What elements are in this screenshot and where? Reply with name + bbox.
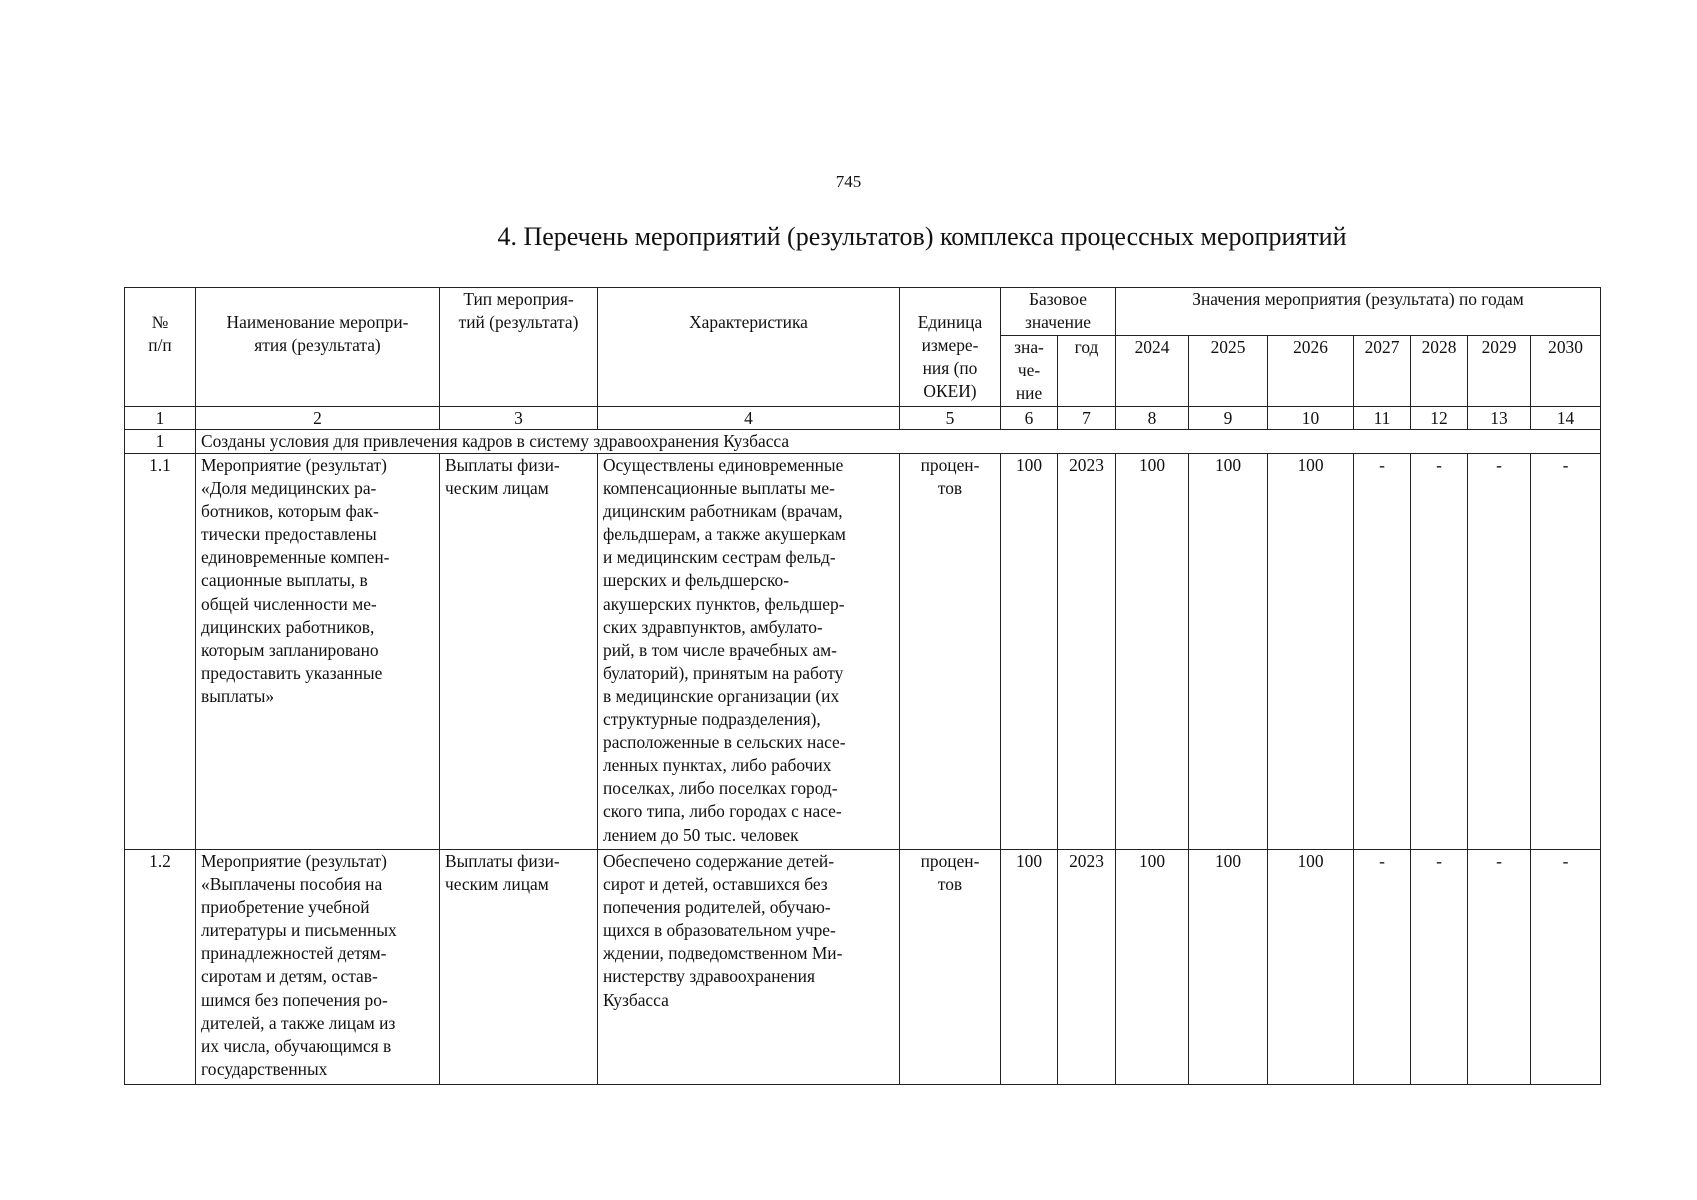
section-row	[125, 430, 1601, 454]
header-unit: Единица измере- ния (по ОКЕИ)	[900, 288, 1001, 407]
row-base-year: 2023	[1058, 850, 1116, 1085]
column-index: 12	[1411, 407, 1468, 430]
column-index-row	[125, 407, 1601, 430]
row-characteristic: Осуществлены единовременные компенсационные выплаты ме- дицинским работникам (врачам, фельдшерам, а также акушеркам и медицинским сестрам фельд- шерских и фельдшерско- акушерских пунктов, фельдшер- ских здравпунктов, амбулато- рий, в том числе врачебных ам- булаторий), принятым на работу в медицинские организации (их структурные подразделения), расположенные в сельских насе- ленных пунктах, либо рабочих поселках, либо поселках город- ского типа, либо городах с насе- лением до 50 тыс. человек	[598, 454, 900, 850]
header-year-2028: 2028	[1411, 336, 1468, 407]
row-base-value: 100	[1001, 850, 1058, 1085]
header-row-top	[125, 288, 1601, 336]
measures-table	[124, 287, 1601, 1085]
column-index: 6	[1001, 407, 1058, 430]
column-index: 4	[598, 407, 900, 430]
header-year-2030: 2030	[1531, 336, 1601, 407]
column-index: 7	[1058, 407, 1116, 430]
header-years-group: Значения мероприятия (результата) по годам	[1116, 288, 1601, 336]
header-base-value: зна- че- ние	[1001, 336, 1058, 407]
document-title: 4. Перечень мероприятий (результатов) комплекса процессных мероприятий	[497, 222, 1347, 251]
header-characteristic: Характеристика	[598, 288, 900, 407]
header-no: № п/п	[125, 288, 196, 407]
table-row	[125, 454, 1601, 850]
row-value-2025: 100	[1189, 454, 1268, 850]
section-number: 1	[125, 430, 196, 454]
row-name: Мероприятие (результат) «Доля медицинских ра- ботников, которым фак- тически предоставлены единовременные компен- сационные выплаты, в общей численности ме- дицинских работников, которым запланировано предоставить указанные выплаты»	[196, 454, 440, 850]
column-index: 5	[900, 407, 1001, 430]
column-index: 2	[196, 407, 440, 430]
row-value-2026: 100	[1268, 850, 1354, 1085]
column-index: 14	[1531, 407, 1601, 430]
row-value-2028: -	[1411, 454, 1468, 850]
row-unit: процен- тов	[900, 850, 1001, 1085]
row-value-2024: 100	[1116, 454, 1189, 850]
row-value-2029: -	[1468, 454, 1531, 850]
column-index: 3	[440, 407, 598, 430]
page-number: 745	[835, 172, 862, 191]
header-base-year: год	[1058, 336, 1116, 407]
header-name: Наименование меропри- ятия (результата)	[196, 288, 440, 407]
row-value-2027: -	[1354, 454, 1411, 850]
column-index: 1	[125, 407, 196, 430]
column-index: 10	[1268, 407, 1354, 430]
row-base-year: 2023	[1058, 454, 1116, 850]
row-value-2028: -	[1411, 850, 1468, 1085]
row-number: 1.1	[125, 454, 196, 850]
column-index: 13	[1468, 407, 1531, 430]
row-value-2029: -	[1468, 850, 1531, 1085]
row-value-2027: -	[1354, 850, 1411, 1085]
row-value-2030: -	[1531, 454, 1601, 850]
row-number: 1.2	[125, 850, 196, 1085]
header-year-2025: 2025	[1189, 336, 1268, 407]
header-year-2024: 2024	[1116, 336, 1189, 407]
header-base: Базовое значение	[1001, 288, 1116, 336]
row-type: Выплаты физи- ческим лицам	[440, 454, 598, 850]
row-name: Мероприятие (результат) «Выплачены пособия на приобретение учебной литературы и письменных принадлежностей детям- сиротам и детям, остав- шимся без попечения ро- дителей, а также лицам из их числа, обучающимся в государственных	[196, 850, 440, 1085]
row-base-value: 100	[1001, 454, 1058, 850]
row-value-2026: 100	[1268, 454, 1354, 850]
column-index: 9	[1189, 407, 1268, 430]
column-index: 8	[1116, 407, 1189, 430]
header-year-2026: 2026	[1268, 336, 1354, 407]
row-value-2030: -	[1531, 850, 1601, 1085]
header-type: Тип мероприя- тий (результата)	[440, 288, 598, 407]
header-year-2029: 2029	[1468, 336, 1531, 407]
row-unit: процен- тов	[900, 454, 1001, 850]
row-value-2024: 100	[1116, 850, 1189, 1085]
table-row	[125, 850, 1601, 1085]
row-characteristic: Обеспечено содержание детей- сирот и детей, оставшихся без попечения родителей, обучаю- щихся в образовательном учре- ждении, подведомственном Ми- нистерству здравоохранения Кузбасса	[598, 850, 900, 1085]
column-index: 11	[1354, 407, 1411, 430]
row-type: Выплаты физи- ческим лицам	[440, 850, 598, 1085]
row-value-2025: 100	[1189, 850, 1268, 1085]
header-year-2027: 2027	[1354, 336, 1411, 407]
section-title: Созданы условия для привлечения кадров в систему здравоохранения Кузбасса	[196, 430, 1601, 454]
